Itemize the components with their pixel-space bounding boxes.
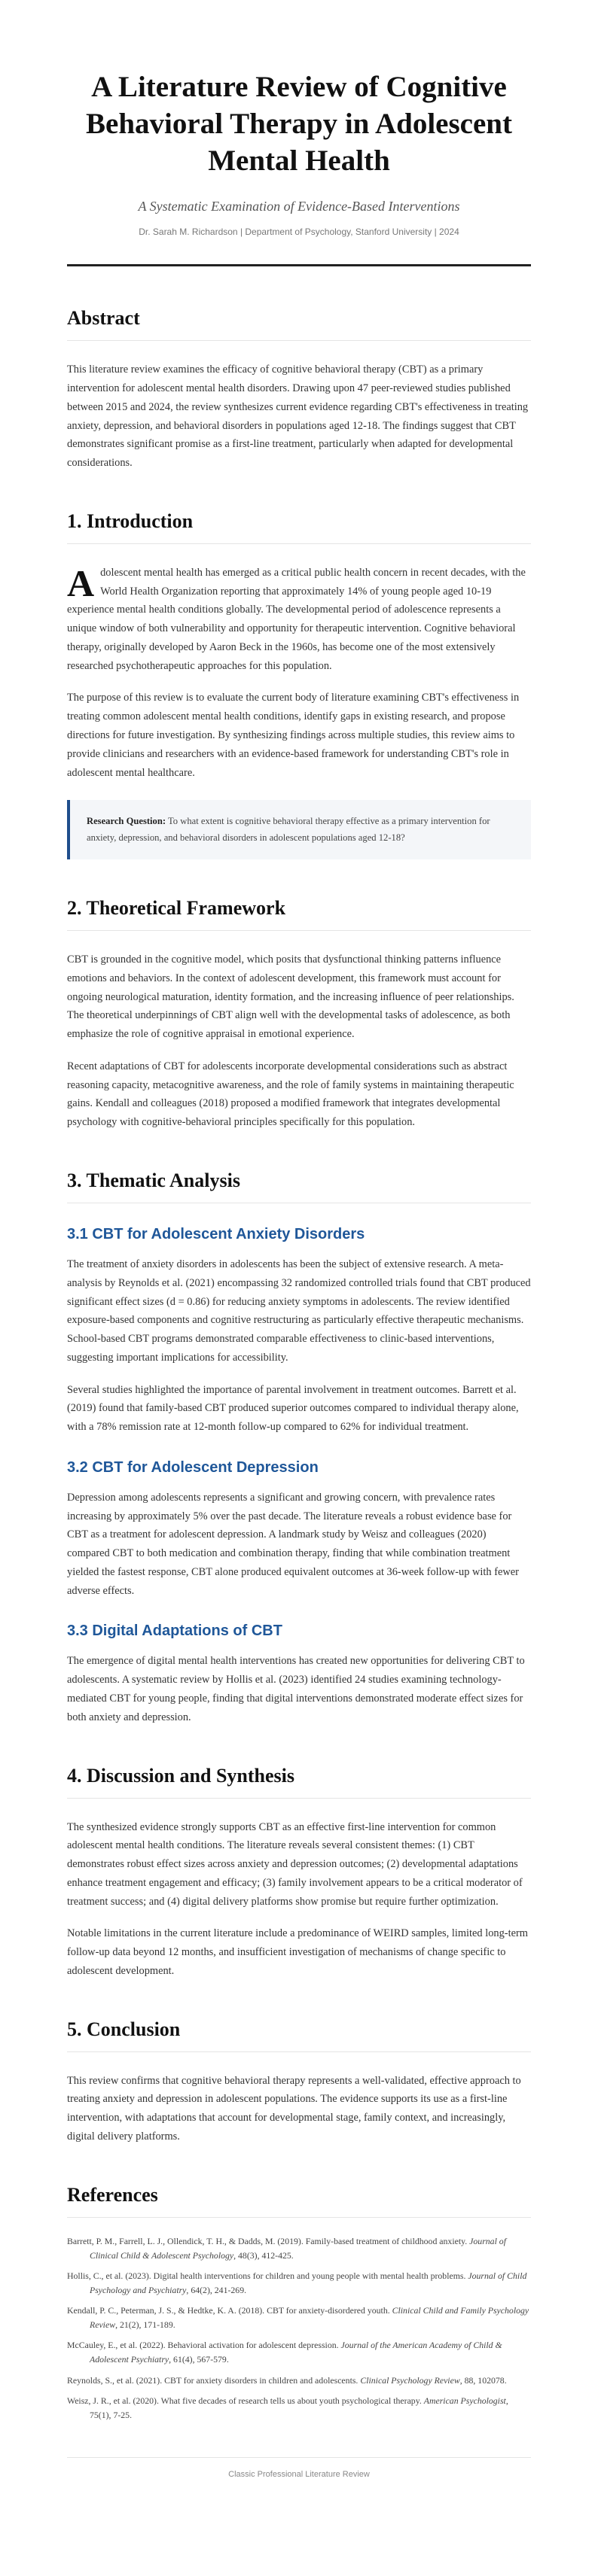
research-question-callout <box>67 800 531 859</box>
reference-journal: Clinical Psychology Review <box>360 2374 460 2386</box>
reference-authors: Hollis, C., et al. (2023). Digital health interventions for children and young people with mental health problems. <box>67 2270 468 2281</box>
reference-journal: American Psychologist <box>423 2395 506 2406</box>
reference-journal: Clinical Child and Family Psychology Review <box>90 2305 529 2331</box>
subtitle: A Systematic Examination of Evidence-Based Interventions <box>138 199 460 214</box>
subsection-heading-depression: 3.2 CBT for Adolescent Depression <box>67 1458 319 1476</box>
introduction-heading: 1. Introduction <box>67 510 531 544</box>
conclusion-paragraph-1: This review confirms that cognitive behavioral therapy represents a well-validated, effective approach to treating anxiety and depression in adolescent populations. The evidence supports its use as a first-line intervention, with adaptations that account for developmental stage, family context, and increasingly, digital delivery platforms. <box>67 2074 521 2143</box>
reference-list <box>67 2234 531 2422</box>
framework-paragraph-1: CBT is grounded in the cognitive model, which posits that dysfunctional thinking patterns influence emotions and behaviors. In the context of adolescent development, this framework must account for ongoing neurological maturation, identity formation, and the increasing influence of peer relationships. The theoretical underpinnings of CBT align well with the developmental tasks of adolescence, as both emphasize the role of cognitive appraisal in emotional experience. <box>67 953 514 1041</box>
page-title: A Literature Review of Cognitive Behavioral Therapy in Adolescent Mental Health <box>86 71 512 177</box>
reference-details: , 21(2), 171-189. <box>115 2319 175 2331</box>
theoretical-framework-heading: 2. Theoretical Framework <box>67 897 531 931</box>
reference-details: , 75(1), 7-25. <box>90 2395 508 2420</box>
title-block <box>67 69 531 266</box>
digital-paragraph-1: The emergence of digital mental health interventions has created new opportunities for delivering CBT to adolescents. A systematic review by Hollis et al. (2023) identified 24 studies examining technology-mediated CBT for young people, finding that digital interventions demonstrated moderate effect sizes for both anxiety and depression. <box>67 1655 525 1723</box>
reference-authors: Weisz, J. R., et al. (2020). What five decades of research tells us about youth psychological therapy. <box>67 2395 424 2406</box>
reference-item <box>67 2338 531 2367</box>
discussion-heading: 4. Discussion and Synthesis <box>67 1765 531 1799</box>
abstract-text: This literature review examines the efficacy of cognitive behavioral therapy (CBT) as a primary intervention for adolescent mental health disorders. Drawing upon 47 peer-reviewed studies published between 2015 and 2024, the review synthesizes current evidence regarding CBT's effectiveness in treating anxiety, depression, and behavioral disorders in populations aged 12-18. The findings suggest that CBT demonstrates significant promise as a first-line treatment, particularly when adapted for developmental considerations. <box>67 363 529 470</box>
discussion-paragraph-1: The synthesized evidence strongly supports CBT as an effective first-line intervention for common adolescent mental health conditions. The literature reveals several consistent themes: (1) CBT demonstrates robust effect sizes across anxiety and depression outcomes; (2) developmental adaptations enhance treatment engagement and efficacy; (3) family involvement appears to be a critical moderator of treatment success; and (4) digital delivery platforms show promise but require further optimization. <box>67 1820 523 1908</box>
discussion-paragraph-2: Notable limitations in the current literature include a predominance of WEIRD samples, limited long-term follow-up data beyond 12 months, and insufficient investigation of mechanisms of change specific to adolescent development. <box>67 1927 528 1977</box>
reference-journal: Journal of Child Psychology and Psychiatry <box>90 2270 527 2296</box>
subsection-heading-digital: 3.3 Digital Adaptations of CBT <box>67 1623 282 1640</box>
research-question-text: To what extent is cognitive behavioral therapy effective as a primary intervention for anxiety, depression, and behavioral disorders in adolescent populations aged 12-18? <box>87 816 490 843</box>
theoretical-framework-section <box>67 897 531 1132</box>
abstract-section <box>67 307 531 473</box>
reference-journal: Journal of Clinical Child & Adolescent Psychology <box>90 2235 506 2261</box>
reference-details: , 88, 102078. <box>459 2374 507 2386</box>
subsection-heading-anxiety: 3.1 CBT for Adolescent Anxiety Disorders <box>67 1225 365 1242</box>
thematic-analysis-section <box>67 1169 531 1727</box>
framework-paragraph-2: Recent adaptations of CBT for adolescents incorporate developmental considerations such as abstract reasoning capacity, metacognitive awareness, and the role of family systems in maintaining therapeutic gains. Kendall and colleagues (2018) proposed a modified framework that integrates developmental psychology with cognitive-behavioral principles specifically for this population. <box>67 1060 514 1129</box>
anxiety-paragraph-2: Several studies highlighted the importance of parental involvement in treatment outcomes. Barrett et al. (2019) found that family-based CBT produced superior outcomes compared to individual therapy alone, with a 78% remission rate at 12-month follow-up compared to 62% for individual treatment. <box>67 1383 519 1434</box>
reference-details: , 64(2), 241-269. <box>186 2285 247 2296</box>
reference-authors: McCauley, E., et al. (2022). Behavioral activation for adolescent depression. <box>67 2340 341 2351</box>
reference-authors: Reynolds, S., et al. (2021). CBT for anxiety disorders in children and adolescents. <box>67 2374 361 2386</box>
conclusion-heading: 5. Conclusion <box>67 2018 531 2052</box>
reference-item <box>67 2269 531 2298</box>
references-section <box>67 2184 531 2422</box>
reference-item <box>67 2374 531 2388</box>
document <box>67 0 531 2479</box>
introduction-paragraph-2: The purpose of this review is to evaluate the current body of literature examining CBT's effectiveness in treating common adolescent mental health conditions, identify gaps in existing research, and propose directions for future investigation. By synthesizing findings across multiple studies, this review aims to provide clinicians and researchers with an evidence-based framework for understanding CBT's role in adolescent mental healthcare. <box>67 692 520 779</box>
reference-authors: Kendall, P. C., Peterman, J. S., & Hedtke, K. A. (2018). CBT for anxiety-disordered youth. <box>67 2305 392 2316</box>
reference-journal: Journal of the American Academy of Child & Adolescent Psychiatry <box>90 2340 502 2365</box>
reference-item <box>67 2394 531 2422</box>
discussion-section <box>67 1765 531 1981</box>
introduction-paragraph-1-text: dolescent mental health has emerged as a critical public health concern in recent decades, with the World Health Organization reporting that approximately 14% of young people aged 10-19 experience mental health conditions globally. The developmental period of adolescence represents a unique window of both vulnerability and opportunity for therapeutic intervention. Cognitive behavioral therapy, originally developed by Aaron Beck in the 1960s, has become one of the most extensively researched psychotherapeutic approaches for this population. <box>67 566 526 672</box>
author-byline: Dr. Sarah M. Richardson | Department of Psychology, Stanford University | 2024 <box>139 227 459 238</box>
page-footer <box>67 2457 531 2479</box>
introduction-section <box>67 510 531 859</box>
reference-authors: Barrett, P. M., Farrell, L. J., Ollendick, T. H., & Dadds, M. (2019). Family-based treatment of childhood anxiety. <box>67 2235 470 2246</box>
reference-details: , 61(4), 567-579. <box>169 2354 229 2365</box>
conclusion-section <box>67 2018 531 2146</box>
thematic-analysis-heading: 3. Thematic Analysis <box>67 1169 531 1203</box>
anxiety-paragraph-1: The treatment of anxiety disorders in adolescents has been the subject of extensive research. A meta-analysis by Reynolds et al. (2021) encompassing 32 randomized controlled trials found that CBT produced significant effect sizes (d = 0.86) for reducing anxiety symptoms in adolescents. The review identified exposure-based components and cognitive restructuring as particularly effective therapeutic mechanisms. School-based CBT programs demonstrated comparable effectiveness to clinic-based interventions, suggesting important implications for accessibility. <box>67 1258 531 1364</box>
references-heading: References <box>67 2184 531 2218</box>
reference-item <box>67 2234 531 2263</box>
abstract-heading: Abstract <box>67 307 531 341</box>
footer-text: Classic Professional Literature Review <box>228 2469 370 2479</box>
depression-paragraph-1: Depression among adolescents represents a significant and growing concern, with prevalence rates increasing by approximately 5% over the past decade. The literature reveals a robust evidence base for CBT as a treatment for adolescent depression. A landmark study by Weisz and colleagues (2020) compared CBT to both medication and combination therapy, finding that while combination treatment yielded the fastest response, CBT alone produced equivalent outcomes at 36-week follow-up with fewer adverse effects. <box>67 1491 519 1597</box>
reference-details: , 48(3), 412-425. <box>233 2249 294 2261</box>
drop-cap: A <box>67 561 95 604</box>
reference-item <box>67 2304 531 2332</box>
introduction-paragraph-1 <box>67 561 531 676</box>
research-question-label: Research Question: <box>87 816 166 827</box>
